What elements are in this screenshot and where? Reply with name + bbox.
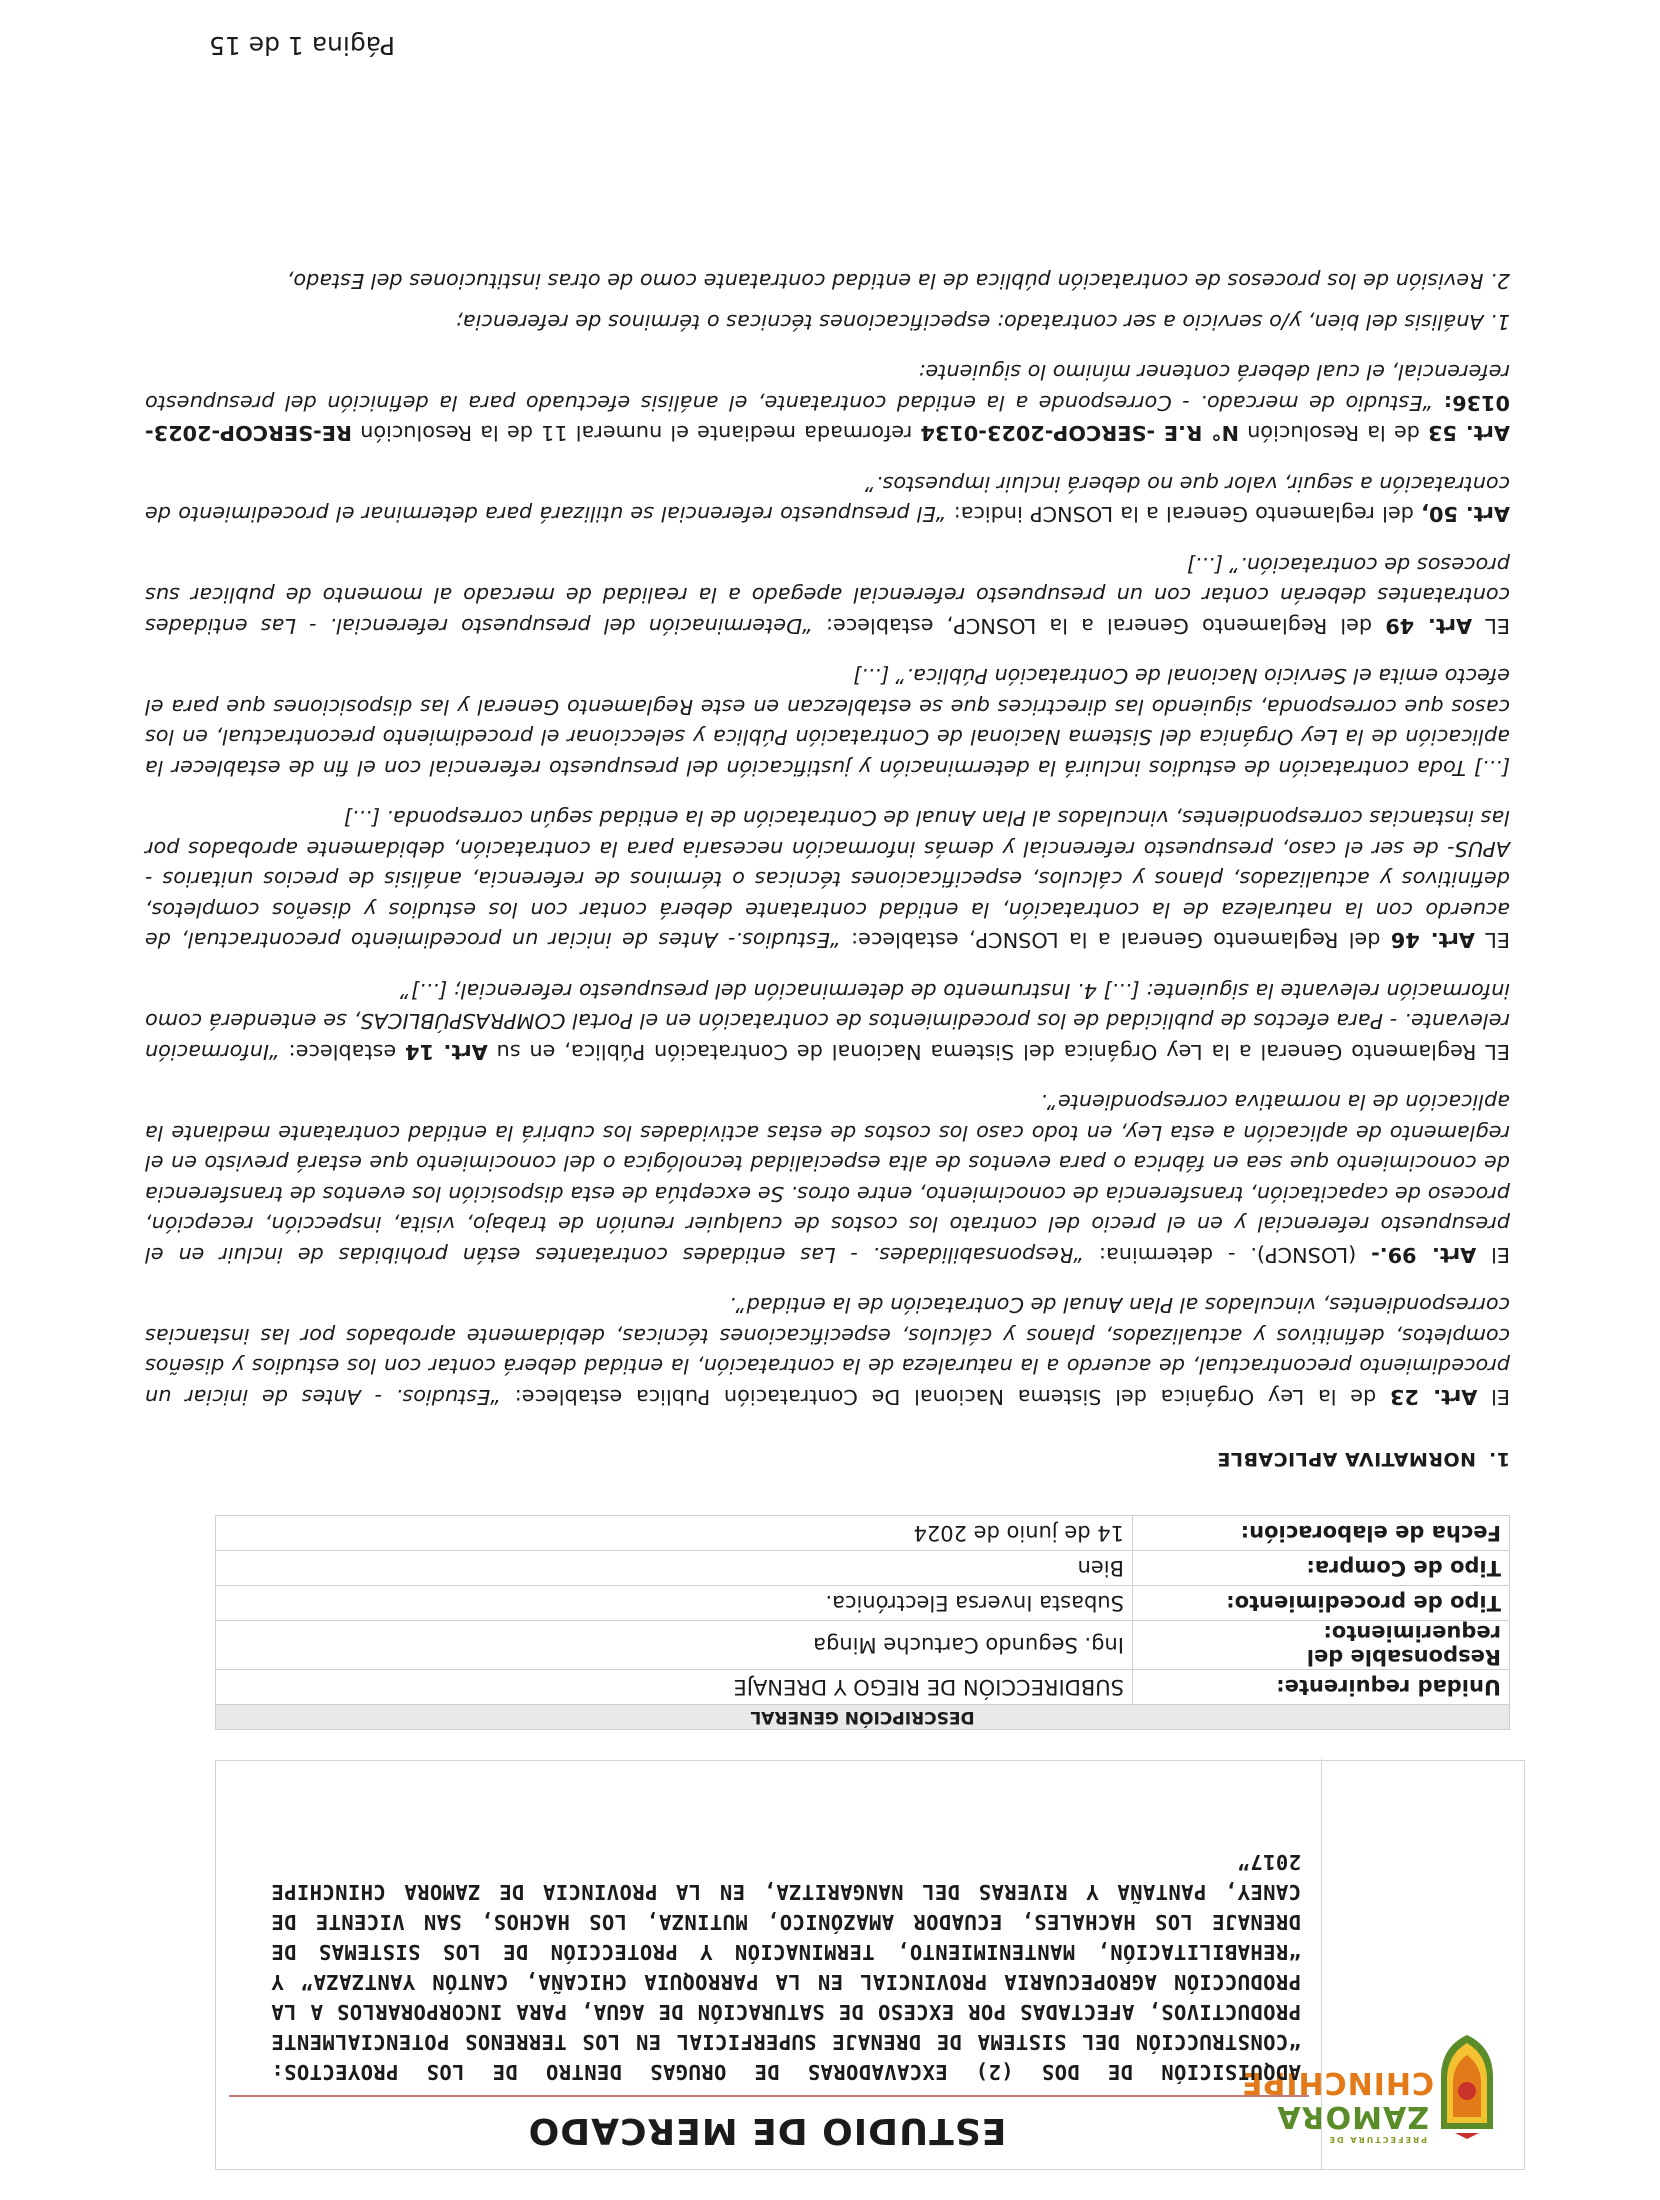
logo-chinchipe-text: CHINCHIPE <box>1240 2065 1434 2100</box>
row-label: Responsable del requerimiento: <box>1133 1621 1510 1670</box>
row-value: SUBDIRECCIÓN DE RIEGO Y DRENAJE <box>216 1670 1133 1705</box>
paragraph: Art. 50, del reglamento General a la LOSNCP indica: “El presupuesto referencial se utilizará para determinar el procedimiento de contratación a seguir, valor que no deberá incluir impuestos.” <box>145 472 1510 527</box>
row-label: Unidad requirente: <box>1133 1670 1510 1705</box>
coat-of-arms-icon <box>1435 2029 1499 2139</box>
table-row <box>216 1516 1510 1551</box>
section-number: 1. <box>1488 1448 1510 1470</box>
document-title: ESTUDIO DE MERCADO <box>527 2110 1007 2151</box>
paragraph: EL Art. 46 del Reglamento General a la LOSNCP, establece: “Estudios.- Antes de iniciar un procedimiento precontractual, de acuerdo con la naturaleza de la contratación, la entidad contratante deberá contar con los estudios y diseños completos, definitivos y actualizados, planos y cálculos, especificaciones técnicas o términos de referencia, análisis de precios unitarios -APUS- de ser el caso, presupuesto referencial y demás información necesaria para la contratación, debidamente aprobados por las instancias correspondientes, vinculados al Plan Anual de Contratación de la entidad según corresponda. [...] <box>145 806 1510 953</box>
row-value: Subasta Inversa Electrónica. <box>216 1586 1133 1621</box>
logo-small-text: PREFECTURA DE <box>1327 2135 1427 2144</box>
row-label: Fecha de elaboración: <box>1133 1516 1510 1551</box>
list-item: 2. Revisión de los procesos de contratación pública de la entidad contratante como de otras instituciones del Estado, <box>286 269 1510 294</box>
prefectura-logo <box>1240 2024 1499 2144</box>
table-row <box>216 1586 1510 1621</box>
general-description-heading: DESCRIPCIÓN GENERAL <box>216 1705 1510 1730</box>
title-cell <box>214 1759 1322 2169</box>
row-value: Bien <box>216 1551 1133 1586</box>
row-value: Ing. Segundo Cartuche Minga <box>216 1621 1133 1670</box>
paragraph: EL Reglamento General a la Ley Orgánica del Sistema Nacional de Contratación Pública, en su Art. 14 establece: “Información relevante. - Para efectos de publicidad de los procedimientos de contratación en el Portal COMPRASPÚBLICAS, se entenderá como información relevante la siguiente: [...] 4. Instrumento de determinación del presupuesto referencial; [...]” <box>144 979 1510 1064</box>
header-box <box>215 1760 1525 2170</box>
paragraph: EL Art. 49 del Reglamento General a la LOSNCP, establece: “Determinación del presupuesto referencial. - Las entidades contratantes deberán contar con un presupuesto referencial apegado a la realidad de mercado al momento de publicar sus procesos de contratación.” [...] <box>145 553 1510 638</box>
row-label: Tipo de Compra: <box>1133 1551 1510 1586</box>
logo-zamora-text: ZAMORA <box>1276 2099 1429 2134</box>
table-row <box>216 1670 1510 1705</box>
list-item: 1. Análisis del bien, y/o servicio a ser contratado: especificaciones técnicas o términos de referencia; <box>455 310 1510 334</box>
paragraph: El Art. 23 de la Ley Orgánica del Sistema Nacional De Contratación Publica establece: “Estudios. - Antes de iniciar un procedimiento precontractual, de acuerdo a la naturaleza de la contratación, la entidad deberá contar con los estudios y diseños completos, definitivos y actualizados, planos y cálculos, especificaciones técnicas, debidamente aprobados por las instancias correspondientes, vinculados al Plan Anual de Contratación de la entidad”. <box>145 1293 1510 1409</box>
section-heading <box>1217 1448 1510 1470</box>
section-title: NORMATIVA APLICABLE <box>1216 1448 1476 1470</box>
table-row <box>216 1621 1510 1670</box>
title-divider <box>229 2095 1309 2097</box>
paragraph: [...] Toda contratación de estudios incluirá la determinación y justificación del presupuesto referencial con el fin de establecer la aplicación de la Ley Orgánica del Sistema Nacional de Contratación Pública y seleccionar el procedimiento precontractual, en los casos que corresponda, siguiendo las directrices que se establezcan en este Reglamento General y las disposiciones que para el efecto emita el Servicio Nacional de Contratación Pública.” [...] <box>145 664 1510 780</box>
page-number: Página 1 de 15 <box>208 31 395 60</box>
table-row <box>216 1551 1510 1586</box>
document-body <box>145 256 1510 1412</box>
project-description: ADQUISICIÓN DE DOS (2) EXCAVADORAS DE ORUGAS DENTRO DE LOS PROYECTOS: “CONSTRUCCIÓN DEL SISTEMA DE DRENAJE SUPERFICIAL EN LOS TERRENOS POTENCIALMENTE PRODUCTIVOS, AFECTADAS POR EXCESO DE SATURACIÓN DE AGUA, PARA INCORPORARLOS A LA PRODUCCIÓN AGROPECUARIA PROVINCIAL EN LA PARROQUIA CHICAÑA, CANTÓN YANTZAZA” Y “REHABILITACIÓN, MANTENIMIENTO, TERMINACIÓN Y PROTECCIÓN DE LOS SISTEMAS DE DRENAJE LOS HACHALES, ECUADOR AMAZÓNICO, MUTINZA, LOS HACHOS, SAN VICENTE DE CANEY, PANTAÑA Y RIVERAS DEL NANGARITZA, EN LA PROVINCIA DE ZAMORA CHINCHIPE 2017” <box>271 1850 1301 2084</box>
paragraph: Art. 53 de la Resolución N° R.E -SERCOP-2023-0134 reformada mediante el numeral 11 de la Resolución RE-SERCOP-2023-0136: “Estudio de mercado. - Corresponde a la entidad contratante, el análisis efectuado para la definición del presupuesto referencial, el cual deberá contener mínimo lo siguiente: <box>145 360 1510 446</box>
row-value: 14 de junio de 2024 <box>216 1516 1133 1551</box>
paragraph: El Art. 99.- (LOSNCP). - determina: “Responsabilidades. - Las entidades contratantes están prohibidas de incluir en el presupuesto referencial y en el precio del contrato los costos de cualquier reunión de trabajo, visita, inspección, recepción, proceso de capacitación, transferencia de conocimiento, entre otros. Se exceptúa de esta disposición los eventos de transferencia de conocimiento que sea en fábrica o para eventos de alta especialidad tecnológica o del conocimiento que estará previsto en el reglamento de aplicación a esta Ley, en todo caso los costos de estas actividades los cubrirá la entidad contratante mediante la aplicación de la normativa correspondiente”. <box>145 1090 1510 1267</box>
row-label: Tipo de procedimiento: <box>1133 1586 1510 1621</box>
general-description-table <box>215 1515 1510 1730</box>
